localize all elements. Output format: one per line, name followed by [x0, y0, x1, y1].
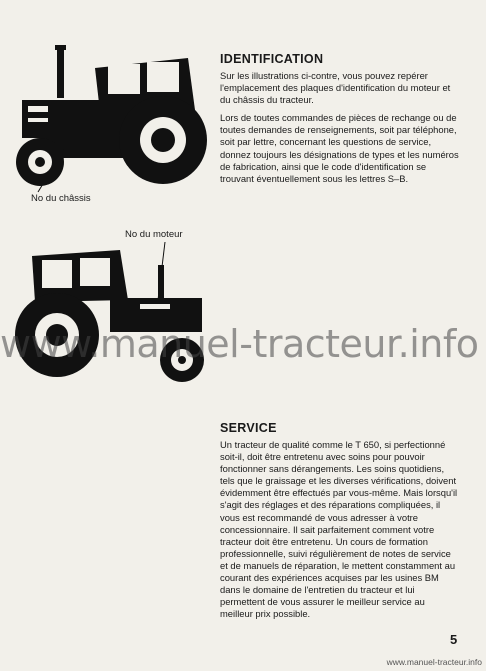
service-heading: SERVICE	[220, 421, 277, 435]
service-paragraph: Un tracteur de qualité comme le T 650, si perfectionné soit-il, doit être entretenu avec soins pour pouvoir fonctionner sans dérangements. Les soins quotidiens, tels que le graissage et les diverses vérifications, doivent évidemment être effectués par vous-même. Mais lorsqu'il s'agit des réglages et des réparations compliquées, il vous est recommandé de vous adresser à votre concessionnaire. Il sait parfaitement comment votre tracteur doit être entretenu. Un cours de formation professionnelle, suivi régulièrement de notes de service et de manuels de réparation, le mettent constamment au courant des expériences acquises par les usines BM dans le domaine de l'entretien du tracteur et lui permettent de vous assurer le meilleur service au meilleur prix possible.	[220, 439, 458, 620]
service-section	[220, 421, 460, 626]
identification-paragraph-1: Sur les illustrations ci-contre, vous pouvez repérer l'emplacement des plaques d'identification du moteur et du châssis du tracteur.	[220, 70, 451, 106]
identification-section	[220, 52, 460, 191]
watermark: www.manuel-tracteur.info	[0, 322, 479, 366]
footer-url: www.manuel-tracteur.info	[386, 657, 482, 667]
chassis-number-label: No du châssis	[31, 193, 91, 204]
identification-heading: IDENTIFICATION	[220, 52, 324, 66]
tractor-illustration-engine	[10, 240, 210, 390]
engine-number-label: No du moteur	[125, 229, 183, 240]
page-number: 5	[450, 632, 458, 647]
tractor-illustration-chassis	[10, 40, 215, 215]
identification-paragraph-2: Lors de toutes commandes de pièces de rechange ou de toutes demandes de renseignements, soit par téléphone, soit par lettre, concernant les questions de service, donnez toujours les désignations de types et les numéros de fabrication, ainsi que le code d'identification se trouvant éventuellement sous les lettres S–B.	[220, 112, 459, 184]
